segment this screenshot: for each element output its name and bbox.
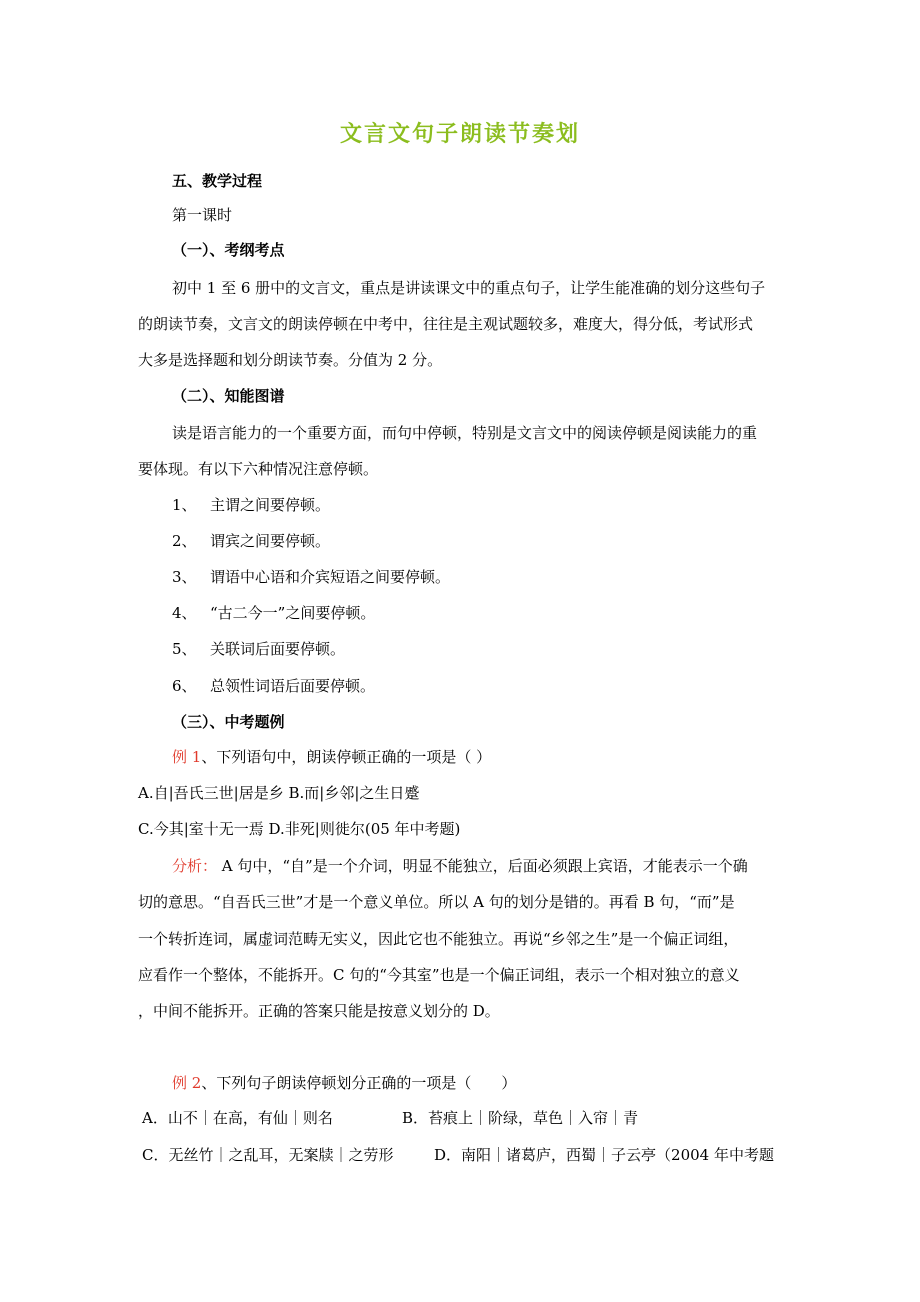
example1-label: 例 1 (172, 748, 202, 766)
list-item-text: 关联词后面要停顿。 (210, 640, 346, 658)
list-item-text: 总领性词语后面要停顿。 (210, 677, 376, 695)
analysis-line-2: 切的意思。“自吾氏三世”才是一个意义单位。所以 A 句的划分是错的。再看 B 句，“而”是 (138, 893, 735, 911)
sub2-line-2: 要体现。有以下六种情况注意停顿。 (138, 460, 379, 478)
sub1-line-3: 大多是选择题和划分朗读节奏。分值为 2 分。 (138, 351, 443, 369)
list-item-number: 4、 (172, 604, 197, 622)
list-item-text: 主谓之间要停顿。 (210, 496, 331, 514)
list-item-number: 1、 (172, 496, 197, 514)
example2-option-b: B．苔痕上｜阶绿，草色｜入帘｜青 (402, 1109, 639, 1127)
analysis-first-text: A 句中，“自”是一个介词，明显不能独立，后面必须跟上宾语，才能表示一个确 (217, 857, 748, 875)
list-item (172, 531, 330, 551)
list-item (172, 639, 345, 659)
list-item (172, 495, 330, 515)
analysis-line-4: 应看作一个整体，不能拆开。C 句的“今其室”也是一个偏正词组，表示一个相对独立的意义 (138, 966, 740, 984)
example2-question (172, 1073, 516, 1093)
lesson-label: 第一课时 (172, 206, 233, 224)
example2-option-c: C．无丝竹｜之乱耳，无案牍｜之劳形 (142, 1146, 394, 1164)
sub2-heading: （二）、知能图谱 (172, 387, 285, 405)
list-item-number: 5、 (172, 640, 197, 658)
document-title: 文言文句子朗读节奏划 (339, 122, 580, 147)
list-item-text: 谓宾之间要停顿。 (210, 532, 331, 550)
list-item (172, 676, 375, 696)
sub3-heading: （三）、中考题例 (172, 713, 285, 731)
example2-label: 例 2 (172, 1074, 202, 1092)
list-item-number: 3、 (172, 568, 197, 586)
list-item (172, 567, 450, 587)
sub1-line-1: 初中 1 至 6 册中的文言文，重点是讲读课文中的重点句子，让学生能准确的划分这些句子 (172, 279, 766, 297)
analysis-line-1 (172, 856, 748, 876)
list-item-number: 6、 (172, 677, 197, 695)
example2-option-a: A．山不｜在高，有仙｜则名 (142, 1109, 333, 1127)
example1-question-text: 、下列语句中，朗读停顿正确的一项是（ ） (201, 748, 492, 766)
example1-options-line-2: C.今其|室十无一焉 D.非死|则徙尔(05 年中考题) (138, 820, 461, 838)
example1-options-line-1: A.自|吾氏三世|居是乡 B.而|乡邻|之生日蹙 (138, 784, 420, 802)
sub1-line-2: 的朗读节奏，文言文的朗读停顿在中考中，往往是主观试题较多，难度大，得分低，考试形式 (138, 315, 754, 333)
analysis-line-5: ，中间不能拆开。正确的答案只能是按意义划分的 D。 (138, 1002, 500, 1020)
list-item-number: 2、 (172, 532, 197, 550)
sub1-heading: （一）、考纲考点 (172, 241, 285, 259)
example2-option-d: D．南阳｜诸葛庐，西蜀｜子云亭（2004 年中考题 (434, 1146, 774, 1164)
analysis-line-3: 一个转折连词，属虚词范畴无实义，因此它也不能独立。再说“乡邻之生”是一个偏正词组， (138, 930, 739, 948)
list-item (172, 603, 375, 623)
example2-question-text: 、下列句子朗读停顿划分正确的一项是（ ） (201, 1074, 517, 1092)
example1-question (172, 747, 491, 767)
analysis-label: 分析： (172, 857, 218, 875)
list-item-text: 谓语中心语和介宾短语之间要停顿。 (210, 568, 451, 586)
sub2-line-1: 读是语言能力的一个重要方面，而句中停顿，特别是文言文中的阅读停顿是阅读能力的重 (172, 424, 758, 442)
list-item-text: “古二今一”之间要停顿。 (210, 604, 376, 622)
section-heading: 五、教学过程 (172, 172, 263, 190)
